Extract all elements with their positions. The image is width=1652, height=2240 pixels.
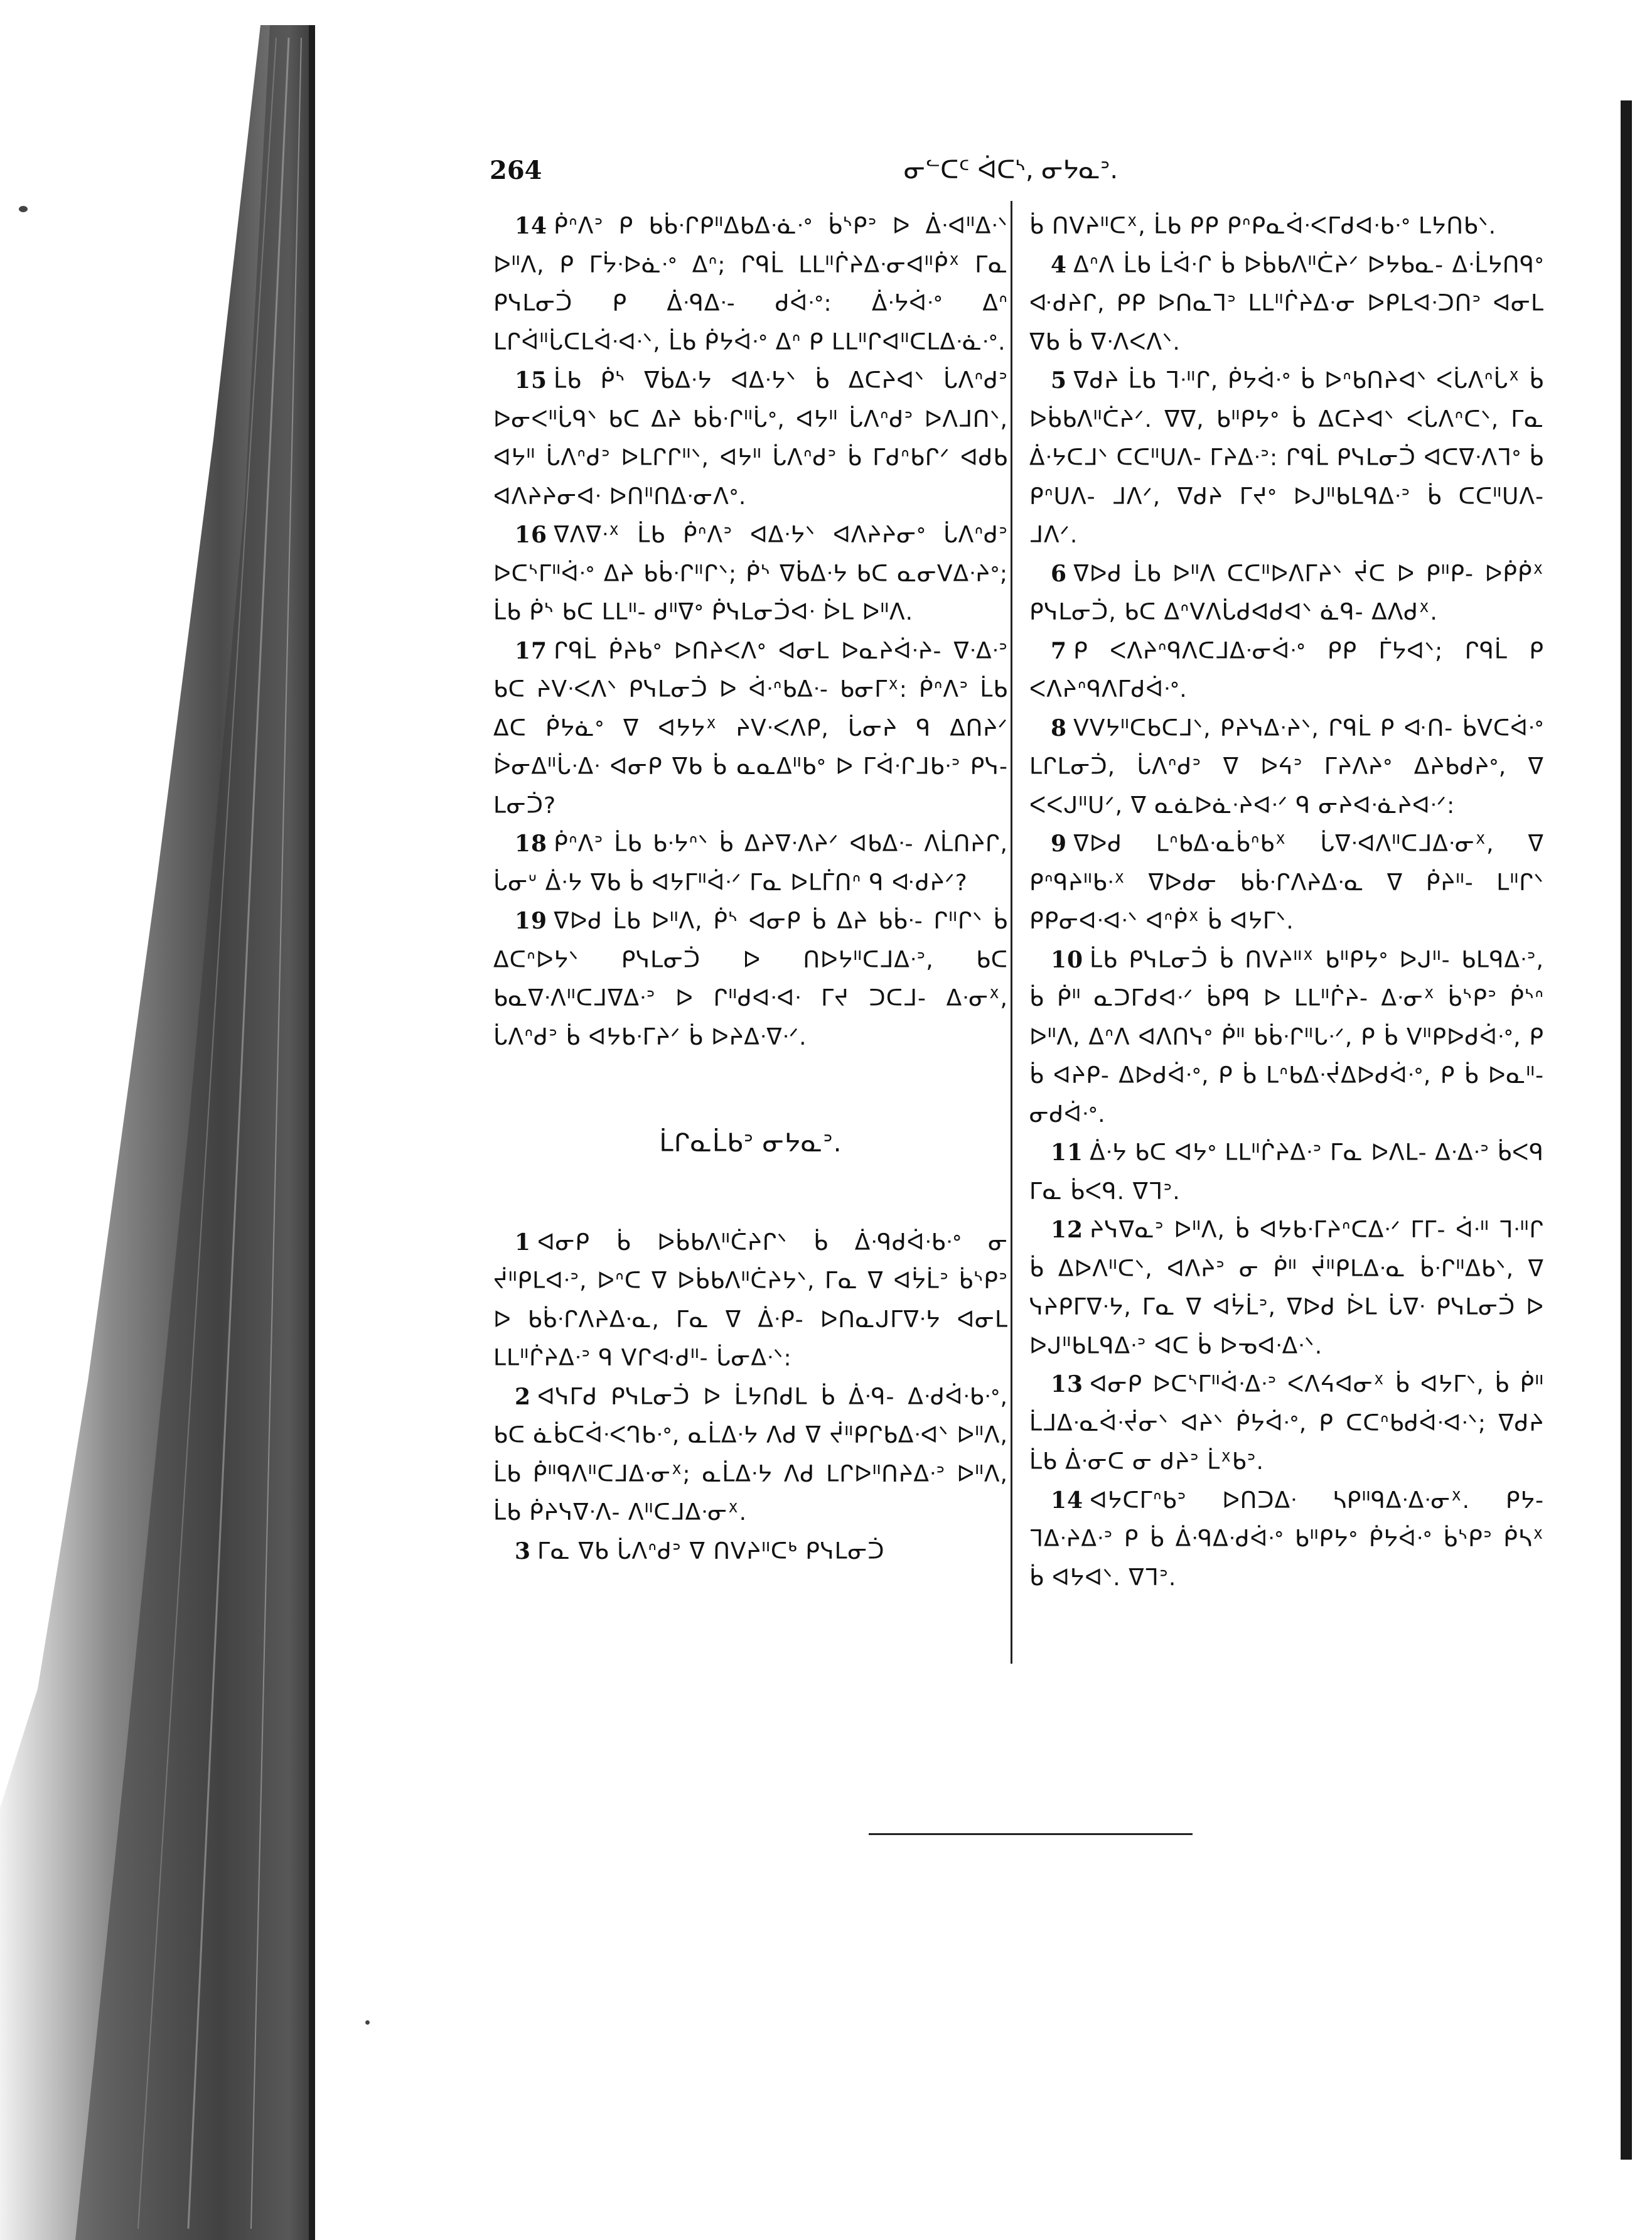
- footer-rule: [869, 1833, 1193, 1835]
- column-divider: [1011, 201, 1012, 1664]
- verse-text: ᒋᑫᒫ ᑮᔨᑲᐤ ᐅᑎᔨᐸᐱᐤ ᐊᓂᒪ ᐅᓇᔨᐋᐧᔨ- ᐁᐧᐃᐧᐣ ᑲᑕ ᔨᐯᐧᐸᐱᐠ ᑭᓭᒪᓂᑑ ᐅ ᐋᐧᐢᑲᐃᐧ- ᑲᓂᒥᕽ: ᑮᐢᐱᐣ ᒫᑲ ᐃᑕ ᑮᔭᓈᐤ ᐁ ᐊᔭᔭᕽ ᔨᐯᐧᐸᐱᑭ, ᒑᓂᔨ ᑫ ᐃᑎᔨᐟ ᐆᓂᐃᐦᒑᐧᐃᐧ ᐊᓂᑭ ᐁᑲ ᑳ ᓇᓇᐃᐦᑲᐤ ᐅ ᒥᐋᐧᒋᒧᑲᐧᐣ ᑭᓭ- ᒪᓂᑑ?: [493, 638, 1008, 819]
- verse: [493, 362, 1008, 516]
- verse-number: 9: [1051, 831, 1068, 857]
- verse-text: ᒥᓇ ᐁᑲ ᒑᐱᐢᑯᐣ ᐁ ᑎᐯᔨᐦᑕᒃ ᑭᓭᒪᓂᑑ: [537, 1538, 885, 1564]
- verse: [1029, 825, 1544, 941]
- verse-text: ᑮᐢᐱᐣ ᒫᑲ ᑲᐧᔭᐢᐠ ᑳ ᐃᔨᐁᐧᐱᔨᐟ ᐊᑲᐃᐧ- ᐱᒫᑎᔨᒋ, ᒑᓂᐡ ᐄᐧᔭ ᐁᑲ ᑳ ᐊᔭᒥᐦᐋᐧᐟ ᒥᓇ ᐅᒪᒦᑎᐢ ᑫ ᐘᑯᔨᐟ?: [493, 831, 1008, 896]
- verse-number: 1: [515, 1229, 532, 1256]
- page-header: [490, 156, 1544, 200]
- verse-number: 6: [1051, 560, 1068, 587]
- verse-number: 8: [1051, 714, 1068, 741]
- verse-text: ᐯᐯᔭᐦᑕᑲᑕᒧᐠ, ᑭᔨᓭᐃᐧᔨᐠ, ᒋᑫᒫ ᑭ ᐘᑎ- ᑳᐯᑕᐋᐧᐤ ᒪᒋᒪᓂᑑ, ᒑᐱᐢᑯᐣ ᐁ ᐅᔦᐣ ᒥᔨᐱᔨᐤ ᐃᔨᑲᑯᔨᐤ, ᐁ ᐸᐸᒍᐦᑌᐟ, ᐁ ᓇᓈᐅᓈᐧᔨᐊᐧᐟ ᑫ ᓂᔨᐊᐧᓈᔨᐊᐧᐟ:: [1029, 715, 1544, 819]
- verse-number: 3: [515, 1537, 532, 1564]
- verse-number: 11: [1051, 1139, 1084, 1166]
- verse-text: ᐊᔭᑕᒥᐢᑲᐣ ᐅᑎᑐᐃᐧ ᓴᑭᐦᑫᐃᐧᐃᐧᓂᕽ. ᑭᔭ- ᒣᐃᐧᔨᐃᐧᐣ ᑭ ᑳ ᐄᐧᑫᐃᐧᑯᐋᐧᐤ ᑲᐦᑭᔭᐤ ᑮᔭᐋᐧᐤ ᑳᔅᑭᐣ ᑮᓴᕽ ᑳ ᐊᔭᐊᐠ. ᐁᒣᐣ.: [1029, 1487, 1544, 1591]
- verse-text: ᔨᓭᐁᓇᐣ ᐅᐦᐱ, ᑳ ᐊᔭᑲᐧᒥᔨᐢᑕᐃᐧᐟ ᒥᒥ- ᐋᐧᐦ ᒣᐧᐦᒋ ᑳ ᐃᐅᐱᐦᑕᐠ, ᐊᐱᔨᐣ ᓂ ᑮᐦ ᔫᐦᑭᒪᐃᐧᓇ ᑳᐧᒋᐦᐃᑲᐠ, ᐁ ᓭᔨᑭᒥᐁᐧᔭ, ᒥᓇ ᐁ ᐊᔮᒫᐣ, ᐁᐅᑯ ᐆᒪ ᒑᐁᐧ ᑭᓭᒪᓂᑑ ᐅ ᐅᒍᐦᑲᒪᑫᐃᐧᐣ ᐊᑕ ᑳ ᐅᓀᐊᐧᐃᐧᐠ.: [1029, 1217, 1544, 1359]
- verse: [1029, 362, 1544, 555]
- verse: [1029, 555, 1544, 632]
- verse: [1029, 246, 1544, 362]
- verse-text: ᑭ ᐸᐱᔨᐢᑫᐱᑕᒧᐃᐧᓂᐋᐧᐤ ᑭᑭ ᒦᔭᐊᐠ; ᒋᑫᒫ ᑭ ᐸᐱᔨᐢᑫᐱᒥᑯᐋᐧᐤ.: [1029, 638, 1544, 703]
- verse: [1029, 1365, 1544, 1482]
- verse: [493, 902, 1008, 1057]
- verse: [493, 207, 1008, 362]
- verse-text: ᐁᐅᑯ ᒫᑲ ᐅᐦᐱ, ᑮᔅ ᐊᓂᑭ ᑳ ᐃᔨ ᑲᑳᐧ- ᒋᐦᒋᐠ ᑳ ᐃᑕᐢᐅᔭᐠ ᑭᓭᒪᓂᑑ ᐅ ᑎᐅᔭᐦᑕᒧᐃᐧᐣ, ᑲᑕ ᑲᓇᐁᐧᐱᐦᑕᒧᐁᐃᐧᐣ ᐅ ᒋᐦᑯᐊᐧᐊᐧ ᒥᔪ ᑐᑕᒧ- ᐃᐧᓂᕽ, ᒑᐱᐢᑯᐣ ᑳ ᐊᔭᑲᐧᒥᔨᐟ ᑳ ᐅᔨᐃᐧᐁᐧᐟ.: [493, 908, 1008, 1050]
- verse-text: ᐊᓂᑭ ᑳ ᐅᑳᑲᐱᐦᑖᔨᒋᐠ ᑳ ᐄᐧᑫᑯᐋᐧᑲᐧᐤ ᓂ ᔫᐦᑭᒪᐊᐧᐣ, ᐅᐢᑕ ᐁ ᐅᑳᑲᐱᐦᑖᔨᔭᐠ, ᒥᓇ ᐁ ᐊᔮᒫᐣ ᑳᔅᑭᐣ ᐅ ᑲᑳᐧᒋᐱᔨᐃᐧᓇ, ᒥᓇ ᐁ ᐄᐧᑭ- ᐅᑎᓇᒍᒥᐁᐧᔭ ᐊᓂᒪ ᒪᒪᐦᒌᔨᐃᐧᐣ ᑫ ᐯᒋᐘᑯᐦ- ᒑᓂᐃᐧᐠ:: [493, 1229, 1008, 1371]
- verse-number: 5: [1051, 367, 1068, 394]
- verse-number: 15: [515, 367, 548, 394]
- verse-number: 14: [1051, 1487, 1084, 1514]
- verse-continuation: [1029, 207, 1544, 246]
- verse-number: 10: [1051, 946, 1084, 973]
- verse-text: ᐄᐧᔭ ᑲᑕ ᐊᔭᐤ ᒪᒪᐦᒌᔨᐃᐧᐣ ᒥᓇ ᐅᐱᒪ- ᐃᐧᐃᐧᐣ ᑳᐸᑫ ᒥᓇ ᑳᐸᑫ. ᐁᒣᐣ.: [1029, 1140, 1544, 1205]
- verse-text: ᐁᐅᑯ ᒪᐢᑲᐃᐧᓇᑳᐢᑲᕽ ᒑᐁᐧᐊᐱᐦᑕᒧᐃᐧᓂᕽ, ᐁ ᑭᐢᑫᔨᐦᑲᐧᕽ ᐁᐅᑯᓂ ᑲᑳᐧᒋᐱᔨᐃᐧᓇ ᐁ ᑮᔨᐦ- ᒪᐦᒋᐠ ᑭᑭᓂᐊᐧᐊᐧᐠ ᐊᐢᑮᕽ ᑳ ᐊᔭᒥᐠ.: [1029, 831, 1544, 934]
- verse-text: ᐃᐢᐱ ᒫᑲ ᒫᐋᐧᒋ ᑳ ᐅᑳᑲᐱᐦᑖᔨᐟ ᐅᔭᑲᓇ- ᐃᐧᒫᔭᑎᑫᐤ ᐘᑯᔨᒋ, ᑭᑭ ᐅᑎᓇᒣᐣ ᒪᒪᐦᒌᔨᐃᐧᓂ ᐅᑭᒪᐊᐧᑐᑎᐣ ᐊᓂᒪ ᐁᑲ ᑳ ᐁᐧᐱᐸᐱᐠ.: [1029, 252, 1544, 355]
- verse: [1029, 1211, 1544, 1365]
- verse-number: 16: [515, 522, 548, 548]
- verse-number: 12: [1051, 1217, 1084, 1243]
- verse-number: 2: [515, 1383, 532, 1410]
- verse-number: 14: [515, 213, 548, 239]
- verse: [493, 1224, 1008, 1378]
- verse: [493, 516, 1008, 632]
- verse: [493, 632, 1008, 826]
- verse: [1029, 1482, 1544, 1598]
- verse-text: ᐁᐱᐁᐧᕽ ᒫᑲ ᑮᐢᐱᐣ ᐊᐃᐧᔭᐠ ᐊᐱᔨᔨᓂᐤ ᒑᐱᐢᑯᐣ ᐅᑕᔅᒥᐦᐋᐧᐤ ᐃᔨ ᑲᑳᐧᒋᐦᒋᐠ; ᑮᔅ ᐁᑳᐃᐧᔭ ᑲᑕ ᓇᓂᐯᐃᐧᔨᐤ; ᒫᑲ ᑮᔅ ᑲᑕ ᒪᒪᐦ- ᑯᐦᐁᐤ ᑮᓭᒪᓂᑑᐊᐧ ᐆᒪ ᐅᐦᐱ.: [493, 522, 1008, 625]
- verse: [493, 825, 1008, 902]
- verse-text: ᑳ ᑎᐯᔨᐦᑕᕽ, ᒫᑲ ᑭᑭ ᑭᐢᑭᓇᐋᐧᐸᒥᑯᐊᐧᑲᐧᐤ ᒪᔭᑎᑲᐠ.: [1029, 213, 1497, 239]
- verse-number: 19: [515, 908, 548, 934]
- right-column: [1029, 207, 1544, 1597]
- chapter-title: ᒫᒋᓇᒫᑲᐣ ᓂᔭᓇᐣ.: [659, 1129, 842, 1158]
- left-column: [493, 207, 1008, 1571]
- page-number: 264: [490, 156, 542, 185]
- verse-text: ᑮᐢᐱᐣ ᑭ ᑲᑳᐧᒋᑭᐦᐃᑲᐃᐧᓈᐧᐤ ᑳᔅᑭᐣ ᐅ ᐄᐧᐊᐦᐃᐧᐠ ᐅᐦᐱ, ᑭ ᒥᔮᐧᐅᓈᐧᐤ ᐃᐢ; ᒋᑫᒫ ᒪᒪᐦᒌᔨᐃᐧᓂᐊᐦᑮᕽ ᒥᓇ ᑭᓭᒪᓂᑑ ᑭ ᐄᐧᑫᐃᐧ- ᑯᐋᐧᐤ: ᐄᐧᔭᐋᐧᐤ ᐃᐢ ᒪᒋᐋᐦᒑᑕᒪᐋᐧᐊᐧᐠ, ᒫᑲ ᑮᔭᐋᐧᐤ ᐃᐢ ᑭ ᒪᒪᐦᒋᐊᐦᑕᒪᐃᐧᓈᐧᐤ.: [493, 213, 1008, 355]
- verse-text: ᒫᑲ ᑮᔅ ᐁᑳᐃᐧᔭ ᐊᐃᐧᔭᐠ ᑳ ᐃᑕᔨᐊᐠ ᒑᐱᐢᑯᐣ ᐅᓂᐸᐦᒑᑫᐠ ᑲᑕ ᐃᔨ ᑲᑳᐧᒋᐦᒑᐤ, ᐊᔭᐦ ᒑᐱᐢᑯᐣ ᐅᐱᒧᑎᐠ, ᐊᔭᐦ ᒑᐱᐢᑯᐣ ᐅᒪᒋᒋᐦᐠ, ᐊᔭᐦ ᒑᐱᐢᑯᐣ ᑳ ᒥᑯᐢᑲᒋᐟ ᐊᑯᑲ ᐊᐱᔨᔨᓂᐊᐧ ᐅᑎᐦᑎᐃᐧᓂᐱᐤ.: [493, 368, 1008, 510]
- verse: [493, 1532, 1008, 1571]
- scan-speck: [365, 2020, 370, 2025]
- verse-text: ᐁᐅᑯ ᒫᑲ ᐅᐦᐱ ᑕᑕᐦᐅᐱᒥᔨᐠ ᔫᑕ ᐅ ᑭᐦᑭ- ᐅᑮᑮᕽ ᑭᓭᒪᓂᑑ, ᑲᑕ ᐃᐢᐯᐱᒑᑯᐊᑯᐊᐠ ᓈᑫ- ᐃᐱᑯᕽ.: [1029, 561, 1544, 625]
- verse-number: 17: [515, 637, 548, 664]
- verse: [493, 1378, 1008, 1532]
- verse-number: 18: [515, 831, 548, 857]
- verse: [1029, 632, 1544, 709]
- verse-text: ᐁᑯᔨ ᒫᑲ ᒣᐧᐦᒋ, ᑮᔭᐋᐧᐤ ᑳ ᐅᐢᑲᑎᔨᐊᐠ ᐸᒑᐱᐢᒑᕽ ᑳ ᐅᑳᑲᐱᐦᑖᔨᐟ. ᐁᐁ, ᑲᐦᑭᔭᐤ ᑳ ᐃᑕᔨᐊᐠ ᐸᒑᐱᐢᑕᐠ, ᒥᓇ ᐄᐧᔭᑕᒧᐠ ᑕᑕᐦᑌᐱ- ᒥᔨᐃᐧᐣ: ᒋᑫᒫ ᑭᓭᒪᓂᑑ ᐊᑕᐁᐧᐱᒣᐤ ᑳ ᑭᐢᑌᐱ- ᒧᐱᐟ, ᐁᑯᔨ ᒥᔪᐤ ᐅᒍᐦᑲᒪᑫᐃᐧᐣ ᑳ ᑕᑕᐦᑌᐱ- ᒧᐱᐟ.: [1029, 368, 1544, 548]
- verse-text: ᒫᑲ ᑭᓭᒪᓂᑑ ᑳ ᑎᐯᔨᐦᕽ ᑲᐦᑭᔭᐤ ᐅᒍᐦ- ᑲᒪᑫᐃᐧᐣ, ᑳ ᑮᐦ ᓇᑐᒥᑯᐊᐧᐟ ᑳᑭᑫ ᐅ ᒪᒪᐦᒌᔨ- ᐃᐧᓂᕽ ᑳᔅᑭᐣ ᑮᔅᐢ ᐅᐦᐱ, ᐃᐢᐱ ᐊᐱᑎᓭᐤ ᑮᐦ ᑲᑳᐧᒋᐦᒐᐧᐟ, ᑭ ᑳ ᐯᐦᑭᐅᑯᐋᐧᐤ, ᑭ ᑳ ᐊᔨᑭ- ᐃᐅᑯᐋᐧᐤ, ᑭ ᑳ ᒪᐢᑲᐃᐧᔫᐃᐅᑯᐋᐧᐤ, ᑭ ᑳ ᐅᓇᐦ- ᓂᑯᐋᐧᐤ.: [1029, 947, 1544, 1128]
- scan-speck: [19, 206, 28, 212]
- verse-text: ᐊᓭᒥᑯ ᑭᓭᒪᓂᑑ ᐅ ᒫᔭᑎᑯᒪ ᑳ ᐄᐧᑫ- ᐃᐧᑯᐋᐧᑲᐧᐤ, ᑲᑕ ᓈᑳᑕᐋᐧᐸᒉᑲᐧᐤ, ᓇᒫᐃᐧᔭ ᐱᑯ ᐁ ᔫᐦᑭᒋᑲᐃᐧᐊᐠ ᐅᐦᐱ, ᒫᑲ ᑮᐦᑫᐱᐦᑕᒧᐃᐧᓂᕽ; ᓇᒫᐃᐧᔭ ᐱᑯ ᒪᒋᐅᐦᑎᔨᐃᐧᐣ ᐅᐦᐱ, ᒫᑲ ᑮᔨᓭᐁᐧᐱ- ᐱᐦᑕᒧᐃᐧᓂᕽ.: [493, 1384, 1008, 1526]
- verse-number: 4: [1051, 251, 1068, 278]
- verse: [1029, 941, 1544, 1134]
- verse-number: 13: [1051, 1371, 1084, 1397]
- verse: [1029, 1134, 1544, 1211]
- verse: [1029, 709, 1544, 826]
- running-head: ᓂᓪᑕᑦ ᐋᑕᔅ, ᓂᔭᓇᐣ.: [904, 156, 1118, 185]
- verse-text: ᐊᓂᑭ ᐅᑕᔅᒥᐦᐋᐧᐃᐧᐣ ᐸᐱᔦᐊᓂᕽ ᑳ ᐊᔭᒥᐠ, ᑳ ᑮᐦ ᒫᒧᐃᐧᓇᐋᐧᔫᓂᐠ ᐊᔨᐠ ᑮᔭᐋᐧᐤ, ᑭ ᑕᑕᐢᑲᑯᐋᐧᐊᐧᐠ; ᐁᑯᔨ ᒫᑲ ᐄᐧᓂᑕ ᓂ ᑯᔨᐣ ᒫᕽᑲᐣ.: [1029, 1372, 1544, 1475]
- verse-number: 7: [1051, 637, 1068, 664]
